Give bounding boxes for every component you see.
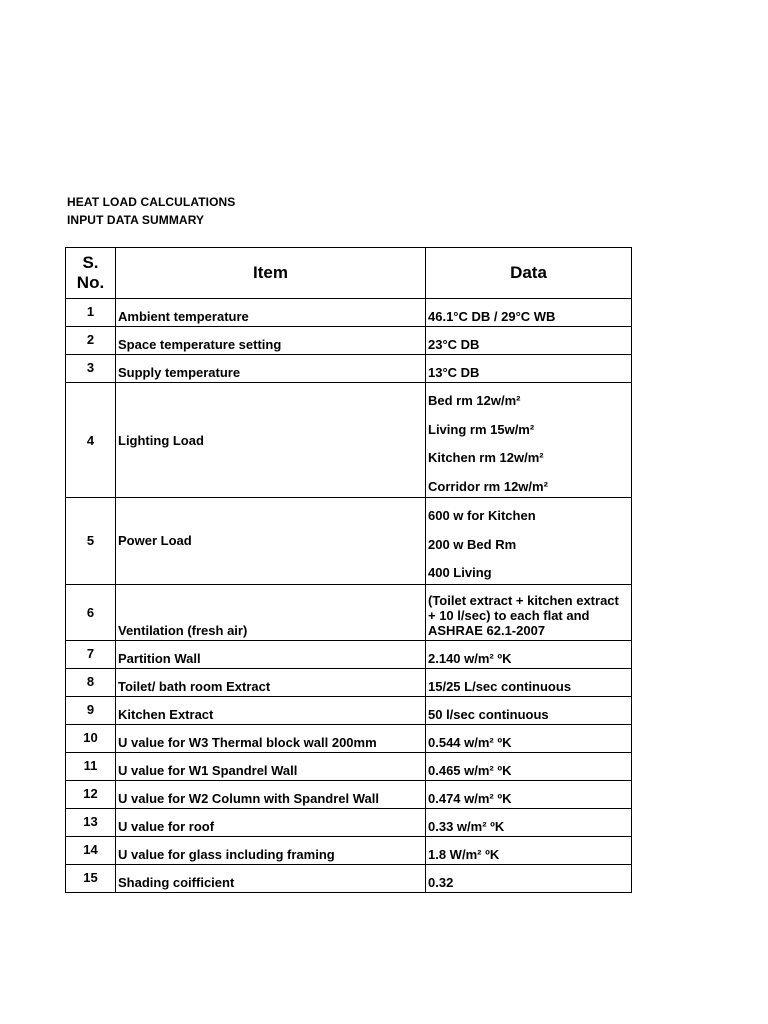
cell-data: 0.544 w/m² ºK <box>426 724 632 752</box>
cell-data: 0.33 w/m² ºK <box>426 808 632 836</box>
table-row <box>66 808 632 836</box>
cell-data: 46.1°C DB / 29°C WB <box>426 299 632 327</box>
cell-item: Power Load <box>116 498 426 585</box>
cell-item: U value for W1 Spandrel Wall <box>116 752 426 780</box>
cell-data: 13°C DB <box>426 355 632 383</box>
cell-data-line: (Toilet extract + kitchen extract <box>428 592 619 608</box>
cell-data-line: 200 w Bed Rm <box>428 536 517 552</box>
cell-data-line: Corridor rm 12w/m² <box>428 478 548 494</box>
cell-item: Toilet/ bath room Extract <box>116 668 426 696</box>
cell-sno: 6 <box>66 584 116 640</box>
table-row <box>66 498 632 585</box>
cell-data-line: Bed rm 12w/m² <box>428 393 521 408</box>
table-row <box>66 836 632 864</box>
cell-data: 23°C DB <box>426 327 632 355</box>
cell-sno: 9 <box>66 696 116 724</box>
cell-item: Space temperature setting <box>116 327 426 355</box>
cell-data: 50 l/sec continuous <box>426 696 632 724</box>
cell-data-line: ASHRAE 62.1-2007 <box>428 622 546 638</box>
cell-data-line: + 10 l/sec) to each flat and <box>428 607 590 623</box>
cell-item: U value for glass including framing <box>116 836 426 864</box>
column-header-data: Data <box>426 248 632 299</box>
cell-item: Supply temperature <box>116 355 426 383</box>
cell-sno: 8 <box>66 668 116 696</box>
cell-item: U value for roof <box>116 808 426 836</box>
cell-sno: 14 <box>66 836 116 864</box>
cell-data: 1.8 W/m² ºK <box>426 836 632 864</box>
cell-data: 0.32 <box>426 864 632 892</box>
cell-sno: 12 <box>66 780 116 808</box>
table-row <box>66 864 632 892</box>
table-row <box>66 327 632 355</box>
cell-sno: 3 <box>66 355 116 383</box>
table-row <box>66 383 632 498</box>
cell-item: Ambient temperature <box>116 299 426 327</box>
column-header-sno: S. No. <box>66 248 116 299</box>
cell-item: Kitchen Extract <box>116 696 426 724</box>
cell-item: Lighting Load <box>116 383 426 498</box>
table-row <box>66 355 632 383</box>
cell-item: U value for W3 Thermal block wall 200mm <box>116 724 426 752</box>
table-row <box>66 640 632 668</box>
cell-sno: 13 <box>66 808 116 836</box>
cell-sno: 2 <box>66 327 116 355</box>
cell-data <box>426 584 632 640</box>
cell-sno: 10 <box>66 724 116 752</box>
cell-sno: 7 <box>66 640 116 668</box>
table-row <box>66 584 632 640</box>
document-subtitle: INPUT DATA SUMMARY <box>67 213 205 227</box>
table-row <box>66 299 632 327</box>
cell-sno: 5 <box>66 498 116 585</box>
cell-data: 0.474 w/m² ºK <box>426 780 632 808</box>
cell-data-line: 400 Living <box>428 565 492 580</box>
cell-data <box>426 383 632 498</box>
cell-data-line: Living rm 15w/m² <box>428 421 535 437</box>
cell-data: 0.465 w/m² ºK <box>426 752 632 780</box>
cell-data-line: Kitchen rm 12w/m² <box>428 450 544 465</box>
column-header-item: Item <box>116 248 426 299</box>
input-data-table <box>65 247 632 893</box>
cell-data <box>426 498 632 585</box>
table-row <box>66 752 632 780</box>
cell-data: 15/25 L/sec continuous <box>426 668 632 696</box>
table-row <box>66 780 632 808</box>
cell-data: 2.140 w/m² ºK <box>426 640 632 668</box>
table-header-row <box>66 248 632 299</box>
cell-item: Shading coifficient <box>116 864 426 892</box>
cell-sno: 11 <box>66 752 116 780</box>
table-row <box>66 668 632 696</box>
table-row <box>66 724 632 752</box>
cell-item: Partition Wall <box>116 640 426 668</box>
cell-item: U value for W2 Column with Spandrel Wall <box>116 780 426 808</box>
document-title: HEAT LOAD CALCULATIONS <box>67 195 236 209</box>
cell-sno: 15 <box>66 864 116 892</box>
cell-sno: 1 <box>66 299 116 327</box>
table-row <box>66 696 632 724</box>
cell-data-line: 600 w for Kitchen <box>428 508 536 523</box>
cell-sno: 4 <box>66 383 116 498</box>
cell-item: Ventilation (fresh air) <box>116 584 426 640</box>
